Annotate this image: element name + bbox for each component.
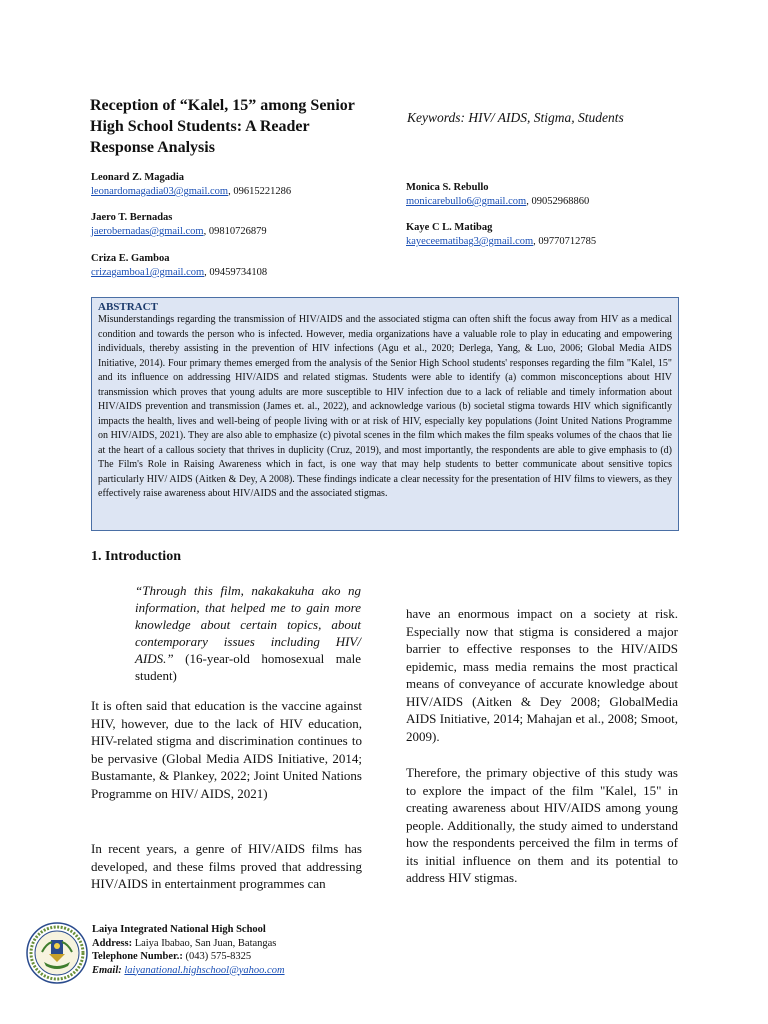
author-block <box>91 171 291 199</box>
school-phone: (043) 575-8325 <box>182 951 252 962</box>
school-email-link[interactable]: laiyanational.highschool@yahoo.com <box>124 964 285 976</box>
paper-title: Reception of “Kalel, 15” among Senior High School Students: A Reader Response Analysis <box>90 97 355 156</box>
author-block <box>406 181 589 209</box>
body-paragraph: It is often said that education is the vaccine against HIV, however, due to the lack of HIV education, HIV-related stigma and discrimination continues to be pervasive (Global Media AIDS Initiative, 2014; Bustamante, & Plankey, 2022; Joint United Nations Programme on HIV/ AIDS, 2021) <box>91 698 362 801</box>
author-email-link[interactable]: crizagamboa1@gmail.com <box>91 267 205 278</box>
address-label: Address: <box>92 937 133 949</box>
author-phone: , 09810726879 <box>203 226 267 237</box>
author-phone: , 09459734108 <box>204 267 268 278</box>
abstract-heading: ABSTRACT <box>98 301 158 313</box>
author-phone: , 09770712785 <box>533 236 597 247</box>
author-phone: , 09052968860 <box>526 196 590 207</box>
abstract-box <box>91 297 679 531</box>
author-email-link[interactable]: leonardomagadia03@gmail.com <box>91 186 229 197</box>
author-phone: , 09615221286 <box>228 186 292 197</box>
body-paragraph: In recent years, a genre of HIV/AIDS films has developed, and these films proved that addressing HIV/AIDS in entertainment programmes can <box>91 841 362 891</box>
epigraph-quote <box>135 582 361 684</box>
author-name: Criza E. Gamboa <box>91 253 170 264</box>
author-name: Monica S. Rebullo <box>406 182 489 193</box>
email-label: Email: <box>92 964 122 976</box>
author-email-link[interactable]: monicarebullo6@gmail.com <box>406 196 527 207</box>
school-name: Laiya Integrated National High School <box>92 924 266 935</box>
author-block <box>91 252 267 280</box>
school-seal-icon <box>26 922 88 984</box>
abstract-text: Misunderstandings regarding the transmission of HIV/AIDS and the associated stigma can often shift the focus away from HIV as a medical condition and towards the person who is infected. However, media organizations have a valuable role to play in educating and empowering individuals, thereby assisting in the prevention of HIV infections (Agu et al., 2020; Derlega, Yang, & Luo, 2006; Global Media AIDS Initiative, 2014). Four primary themes emerged from the analysis of the Senior High School students' responses regarding the film "Kalel, 15" and its influence on addressing HIV/AIDS and related stigmas. Students were able to identify (a) common misconceptions about HIV transmission which proves that young adults are more susceptible to HIV infection due to a lack of reliable and timely information about HIV/AIDS prevention and transmission (James et. al., 2022), and acknowledge various (b) societal stigma towards HIV which significantly impacts the health, lives and well-being of people living with or at risk of HIV, especially key populations (Joint United Nations Programme on HIV/AIDS, 2021). They are also able to emphasize (c) pivotal scenes in the film which makes the film speaks volumes of the chaos that lie at the heart of a callous society that thrives in duplicity (Cruz, 2019), and most importantly, the respondents are able to give emphasis to (d) The Film's Role in Raising Awareness which in fact, is one way that may help students to better communicate about sensitive topics particularly HIV/ AIDS (Aitken & Dey, A 2008). These findings indicate a clear necessity for the presentation of HIV films to viewers, as they effectively raise awareness about HIV/AIDS and the associated stigmas. <box>98 314 672 499</box>
keywords: Keywords: HIV/ AIDS, Stigma, Students <box>407 110 624 125</box>
author-name: Jaero T. Bernadas <box>91 212 173 223</box>
school-address: Laiya Ibabao, San Juan, Batangas <box>132 937 277 949</box>
quote-text: “Through this film, nakakakuha ako ng information, that helped me to gain more knowledge about certain topics, about contemporary issues including HIV/ AIDS.” <box>135 583 361 666</box>
phone-label: Telephone Number.: <box>92 951 183 962</box>
author-email-link[interactable]: kayeceematibag3@gmail.com <box>406 236 534 247</box>
section-heading: 1. Introduction <box>91 549 181 564</box>
author-name: Kaye C L. Matibag <box>406 222 493 233</box>
author-block <box>406 221 596 249</box>
author-email-link[interactable]: jaerobernadas@gmail.com <box>91 226 204 237</box>
body-paragraph: Therefore, the primary objective of this study was to explore the impact of the film "Kalel, 15" in creating awareness about HIV/AIDS among young people. Additionally, the study aimed to understand how the respondents perceived the film in terms of its initial influence on them and its potential to address HIV stigmas. <box>406 765 678 885</box>
author-name: Leonard Z. Magadia <box>91 172 185 183</box>
school-footer <box>92 923 285 977</box>
quote-attribution: (16-year-old homosexual male student) <box>135 651 361 683</box>
author-block <box>91 211 267 239</box>
body-paragraph: have an enormous impact on a society at risk. Especially now that stigma is considered a major barrier to effective responses to the HIV/AIDS epidemic, mass media remains the most practical means of conveyance of accurate knowledge about HIV/AIDS (Aitken & Dey 2008; GlobalMedia AIDS Initiative, 2014; Mahajan et al., 2008; Smoot, 2009). <box>406 606 678 744</box>
